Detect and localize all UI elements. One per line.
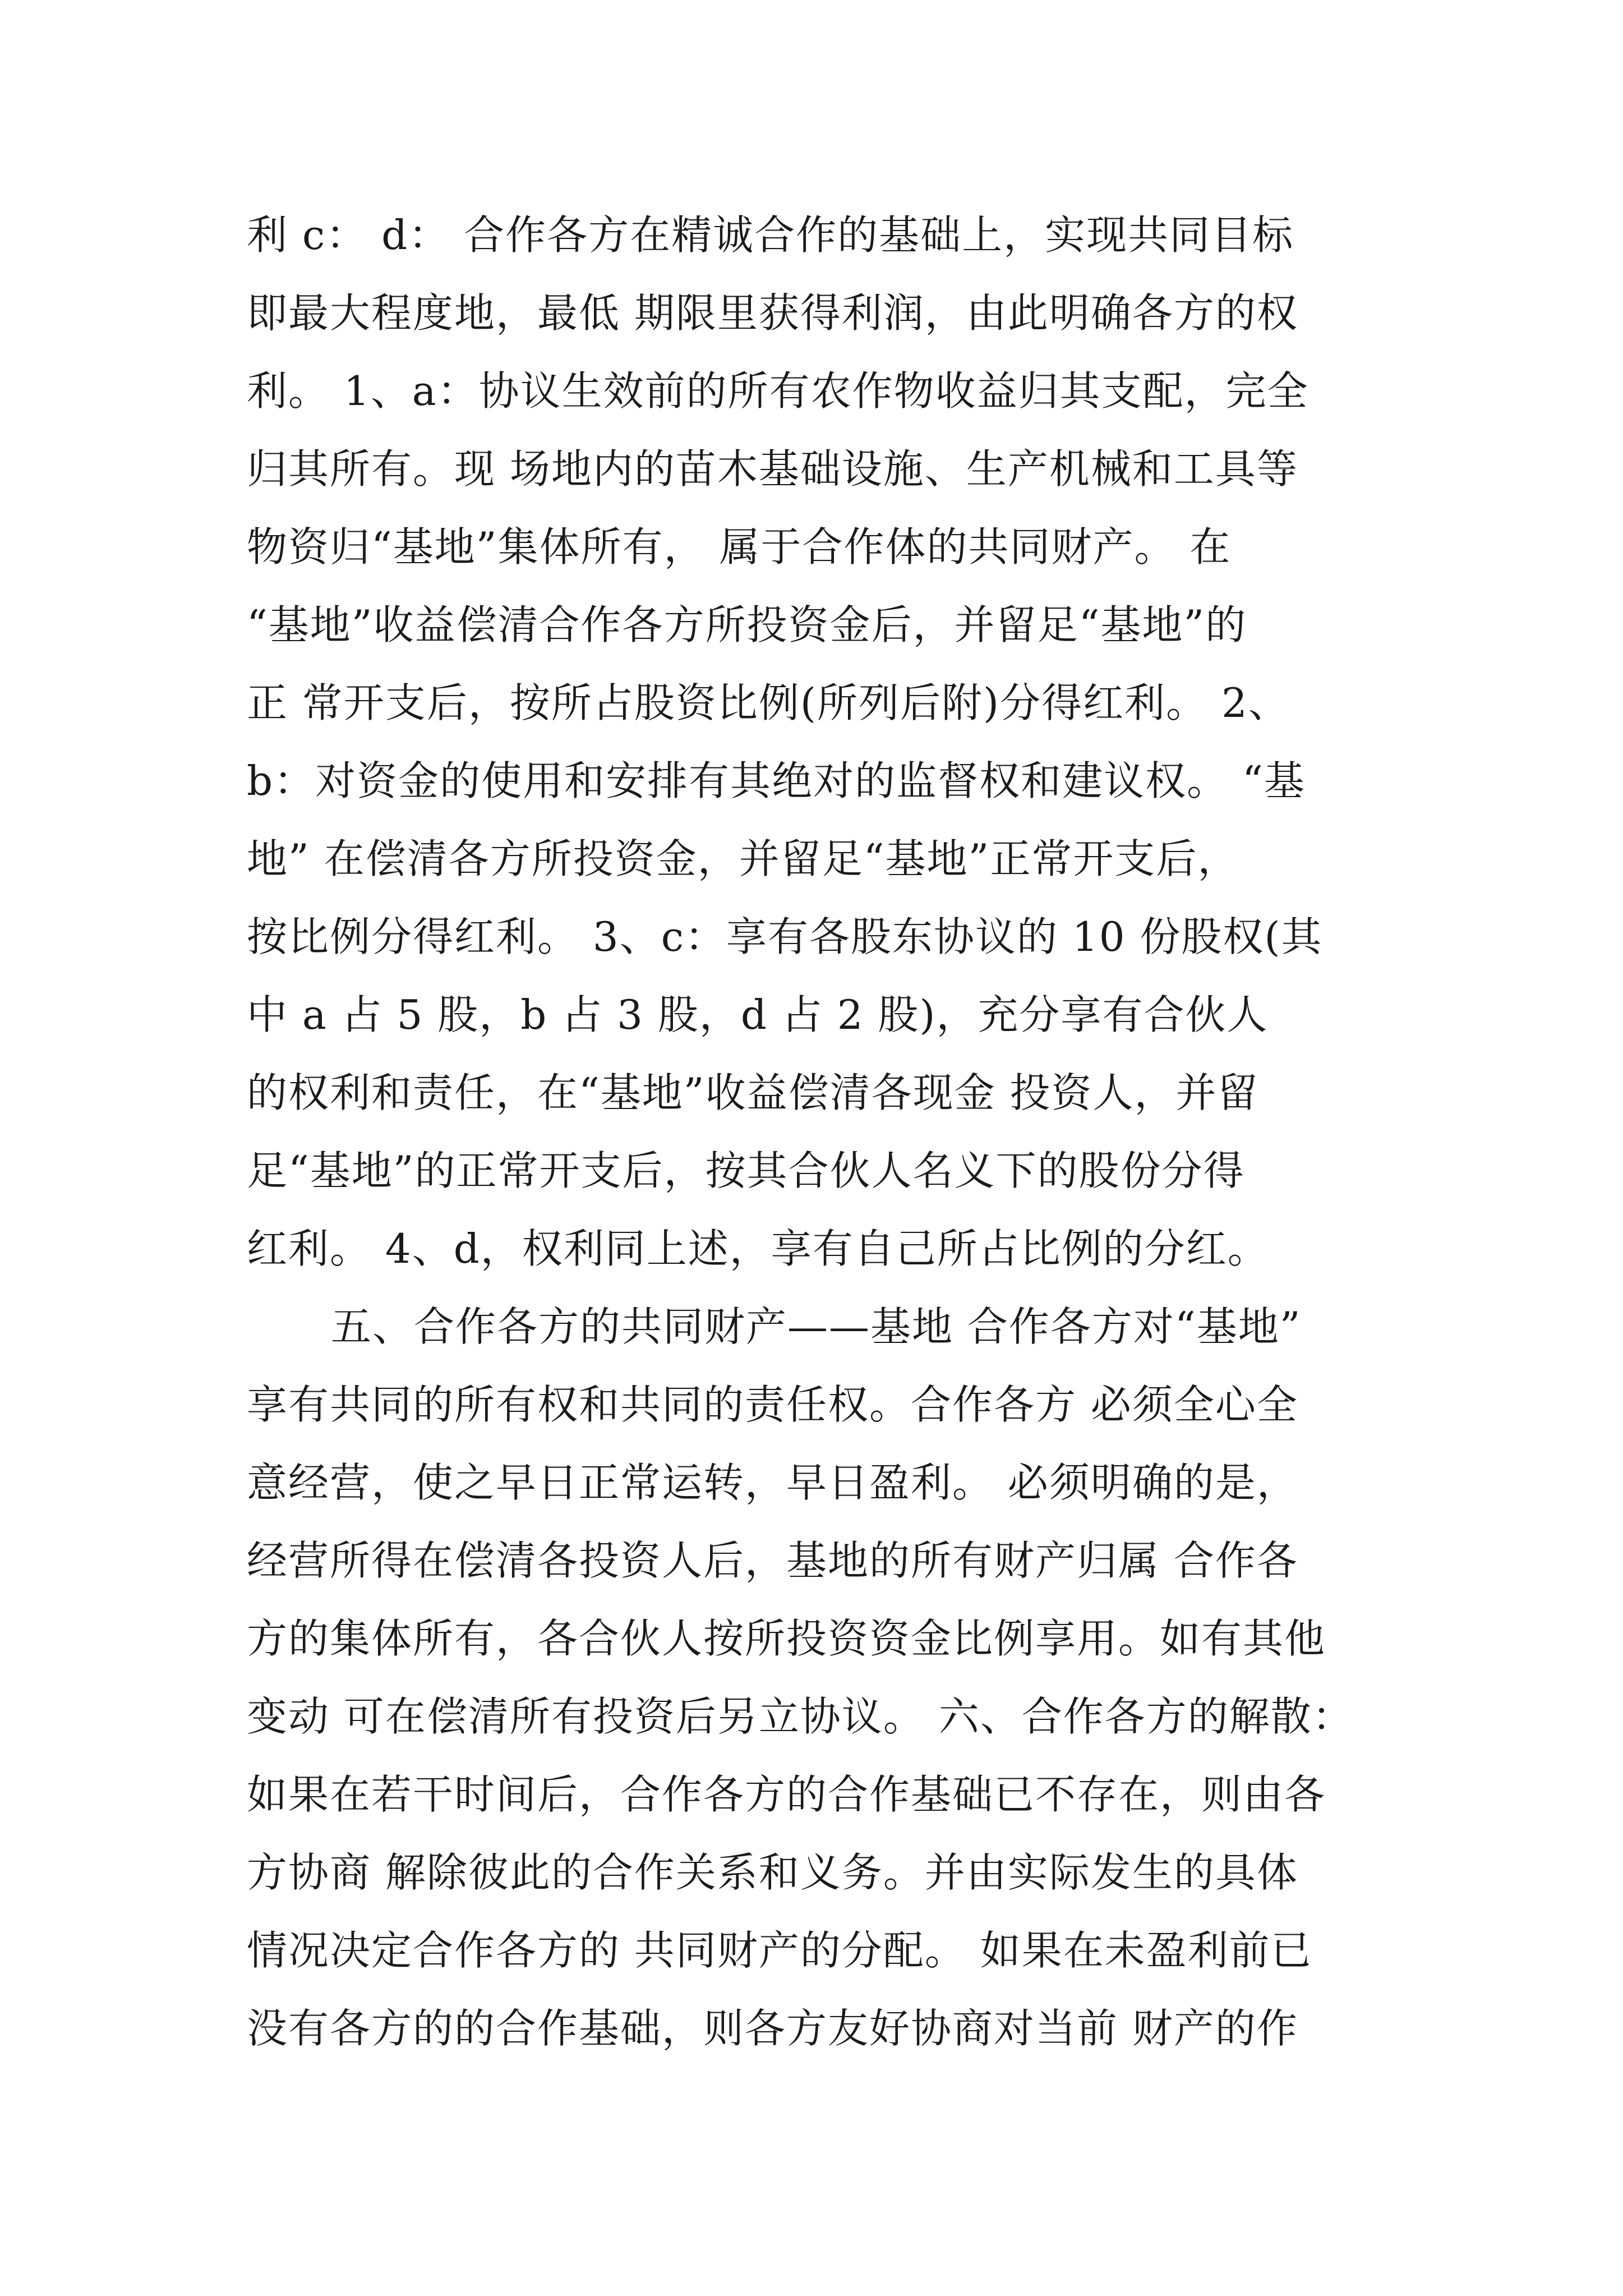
text-line-9: 地” 在偿清各方所投资金，并留足“基地”正常开支后， [247,835,1239,882]
text-line-4: 归其所有。现 场地内的苗木基础设施、生产机械和工具等 [247,445,1298,493]
text-line-7: 正 常开支后，按所占股资比例(所列后附)分得红利。 2、 [247,679,1290,726]
text-line-21: 如果在若干时间后，合作各方的合作基础已不存在，则由各 [247,1771,1326,1818]
text-line-11: 中 a 占 5 股，b 占 3 股，d 占 2 股)，充分享有合伙人 [247,991,1269,1038]
section-five-heading-line: 五、合作各方的共同财产——基地 合作各方对“基地” [331,1303,1302,1350]
text-line-1: 利 c： d： 合作各方在精诚合作的基础上，实现共同目标 [247,211,1294,259]
text-line-24: 没有各方的的合作基础，则各方友好协商对当前 财产的作 [247,2005,1298,2052]
text-line-14: 红利。 4、d，权利同上述，享有自己所占比例的分红。 [247,1225,1269,1272]
text-line-17: 意经营，使之早日正常运转，早日盈利。 必须明确的是， [247,1459,1298,1506]
text-line-3: 利。 1、a：协议生效前的所有农作物收益归其支配，完全 [247,367,1309,415]
text-line-22: 方协商 解除彼此的合作关系和义务。并由实际发生的具体 [247,1849,1298,1896]
text-line-10: 按比例分得红利。 3、c：享有各股东协议的 10 份股权(其 [247,913,1323,960]
text-line-5: 物资归“基地”集体所有， 属于合作体的共同财产。 在 [247,523,1232,570]
text-line-6: “基地”收益偿清合作各方所投资金后，并留足“基地”的 [247,601,1247,648]
text-line-23: 情况决定合作各方的 共同财产的分配。 如果在未盈利前已 [247,1927,1312,1974]
body-text [247,196,1385,2068]
text-line-19: 方的集体所有，各合伙人按所投资资金比例享用。如有其他 [247,1615,1326,1662]
text-line-13: 足“基地”的正常开支后，按其合伙人名义下的股份分得 [247,1147,1245,1194]
text-line-18: 经营所得在偿清各投资人后，基地的所有财产归属 合作各 [247,1537,1298,1584]
text-line-16: 享有共同的所有权和共同的责任权。合作各方 必须全心全 [247,1381,1298,1428]
text-line-8: b：对资金的使用和安排有其绝对的监督权和建议权。 “基 [247,757,1306,804]
text-line-12: 的权利和责任，在“基地”收益偿清各现金 投资人，并留 [247,1069,1259,1116]
text-line-2: 即最大程度地，最低 期限里获得利润，由此明确各方的权 [247,289,1298,337]
text-line-20: 变动 可在偿清所有投资后另立协议。 六、合作各方的解散： [247,1693,1354,1740]
